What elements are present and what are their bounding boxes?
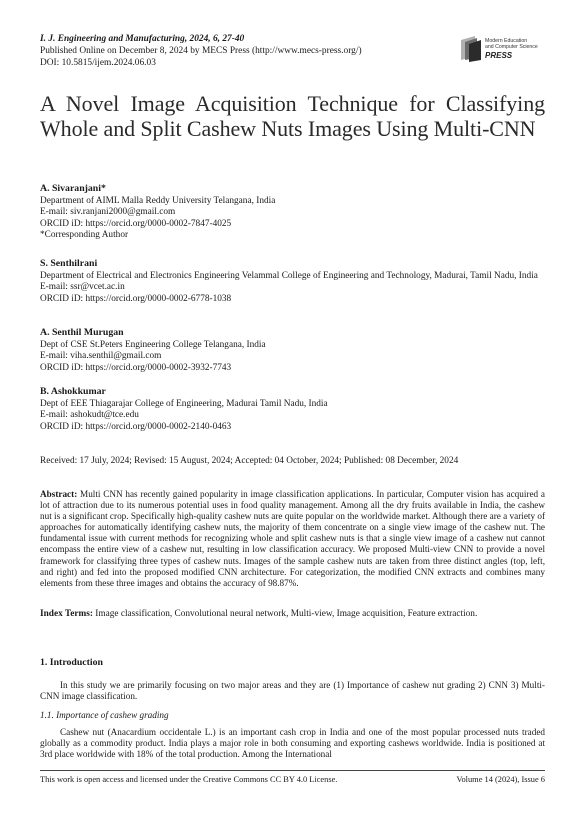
author-affiliation: Department of AIML Malla Reddy University Telangana, India [40,196,276,207]
journal-name: I. J. Engineering and Manufacturing, [40,34,188,44]
subsection-heading: 1.1. Importance of cashew grading [40,710,169,720]
corresponding-author-note: *Corresponding Author [40,229,129,240]
logo-press: PRESS [485,51,513,60]
author-block-4 [40,386,545,433]
author-orcid: ORCID iD: https://orcid.org/0000-0002-2140-0463 [40,421,232,432]
author-email: E-mail: ashokudt@tce.edu [40,410,139,421]
logo-line-2: and Computer Science [485,44,538,50]
author-block-3 [40,327,545,374]
journal-header [40,33,362,69]
logo-line-1: Modern Education [485,38,528,44]
author-orcid: ORCID iD: https://orcid.org/0000-0002-7847-4025 [40,218,232,229]
intro-paragraph: In this study we are primarily focusing on two major areas and they are (1) Importance of cashew nut grading 2) CNN 3) Multi-CNN image classification. [40,680,545,702]
index-terms-text: Image classification, Convolutional neural network, Multi-view, Image acquisition, Feature extraction. [92,609,478,619]
mecs-press-logo [455,30,545,64]
author-name: B. Ashokkumar [40,386,106,397]
paper-title: A Novel Image Acquisition Technique for Classifying Whole and Split Cashew Nuts Images Using Multi-CNN [40,91,545,141]
author-affiliation: Dept of CSE St.Peters Engineering College Telangana, India [40,340,266,351]
index-terms [40,609,477,619]
journal-issue: 2024, 6, 27-40 [187,34,245,44]
author-email: E-mail: viha.senthil@gmail.com [40,351,162,362]
footer-license: This work is open access and licensed under the Creative Commons CC BY 4.0 License. [40,775,338,784]
published-online: Published Online on December 8, 2024 by MECS Press (http://www.mecs-press.org/) [40,46,362,56]
index-terms-label: Index Terms: [40,609,93,619]
author-affiliation: Dept of EEE Thiagarajar College of Engineering, Madurai Tamil Nadu, India [40,399,328,410]
journal-citation [40,33,362,45]
author-name: A. Senthil Murugan [40,327,124,338]
author-name: S. Senthilrani [40,258,98,269]
body-paragraph: Cashew nut (Anacardium occidentale L.) is an important cash crop in India and one of the most popular processed nuts traded globally as a commodity product. India plays a major role in both consuming and exporting cashews worldwide. India is positioned at 3rd place worldwide with 18% of the total production. Among the International [40,727,545,760]
footer-volume: Volume 14 (2024), Issue 6 [456,775,545,784]
author-block-2 [40,258,545,305]
author-orcid: ORCID iD: https://orcid.org/0000-0002-6778-1038 [40,293,232,304]
doi: DOI: 10.5815/ijem.2024.06.03 [40,58,156,68]
author-name: A. Sivaranjani* [40,183,106,194]
author-block-1 [40,183,545,241]
abstract-label: Abstract: [40,489,78,499]
section-heading-introduction: 1. Introduction [40,657,103,668]
abstract [40,489,545,589]
footer-divider [40,770,545,771]
abstract-text: Multi CNN has recently gained popularity in image classification applications. In particular, Computer vision has acquired a lot of attraction due to its numerous potential uses in food quality management. Among all the dry fruits available in India, the cashew nut is a significant crop. Specifically high-quality cashew nuts are quite popular on the worldwide market. Although there are a variety of approaches for automatically identifying cashew nuts, the majority of them concentrate on a single view image of the cashew nut. The fundamental issue with current methods for recognizing whole and split cashew nuts is that a single view image of a cashew nut cannot encompass the entire view of a cashew nut, resulting in low classification accuracy. We proposed Multi-view CNN to provide a novel framework for classifying three types of cashew nuts. Images of the sample cashew nuts are taken from three distinct angles (top, left, and right) and fed into the proposed modified CNN architecture. For categorization, the modified CNN extracts and combines many elements from these three images and obtains the accuracy of 98.87%. [40,489,545,588]
author-orcid: ORCID iD: https://orcid.org/0000-0002-3932-7743 [40,362,232,373]
author-affiliation: Department of Electrical and Electronics Engineering Velammal College of Engineering and Technology, Madurai, Tamil Nadu, India [40,271,538,282]
author-email: E-mail: siv.ranjani2000@gmail.com [40,207,176,218]
author-email: E-mail: ssr@vcet.ac.in [40,282,125,293]
publication-dates: Received: 17 July, 2024; Revised: 15 August, 2024; Accepted: 04 October, 2024; Published: 08 December, 2024 [40,456,459,466]
